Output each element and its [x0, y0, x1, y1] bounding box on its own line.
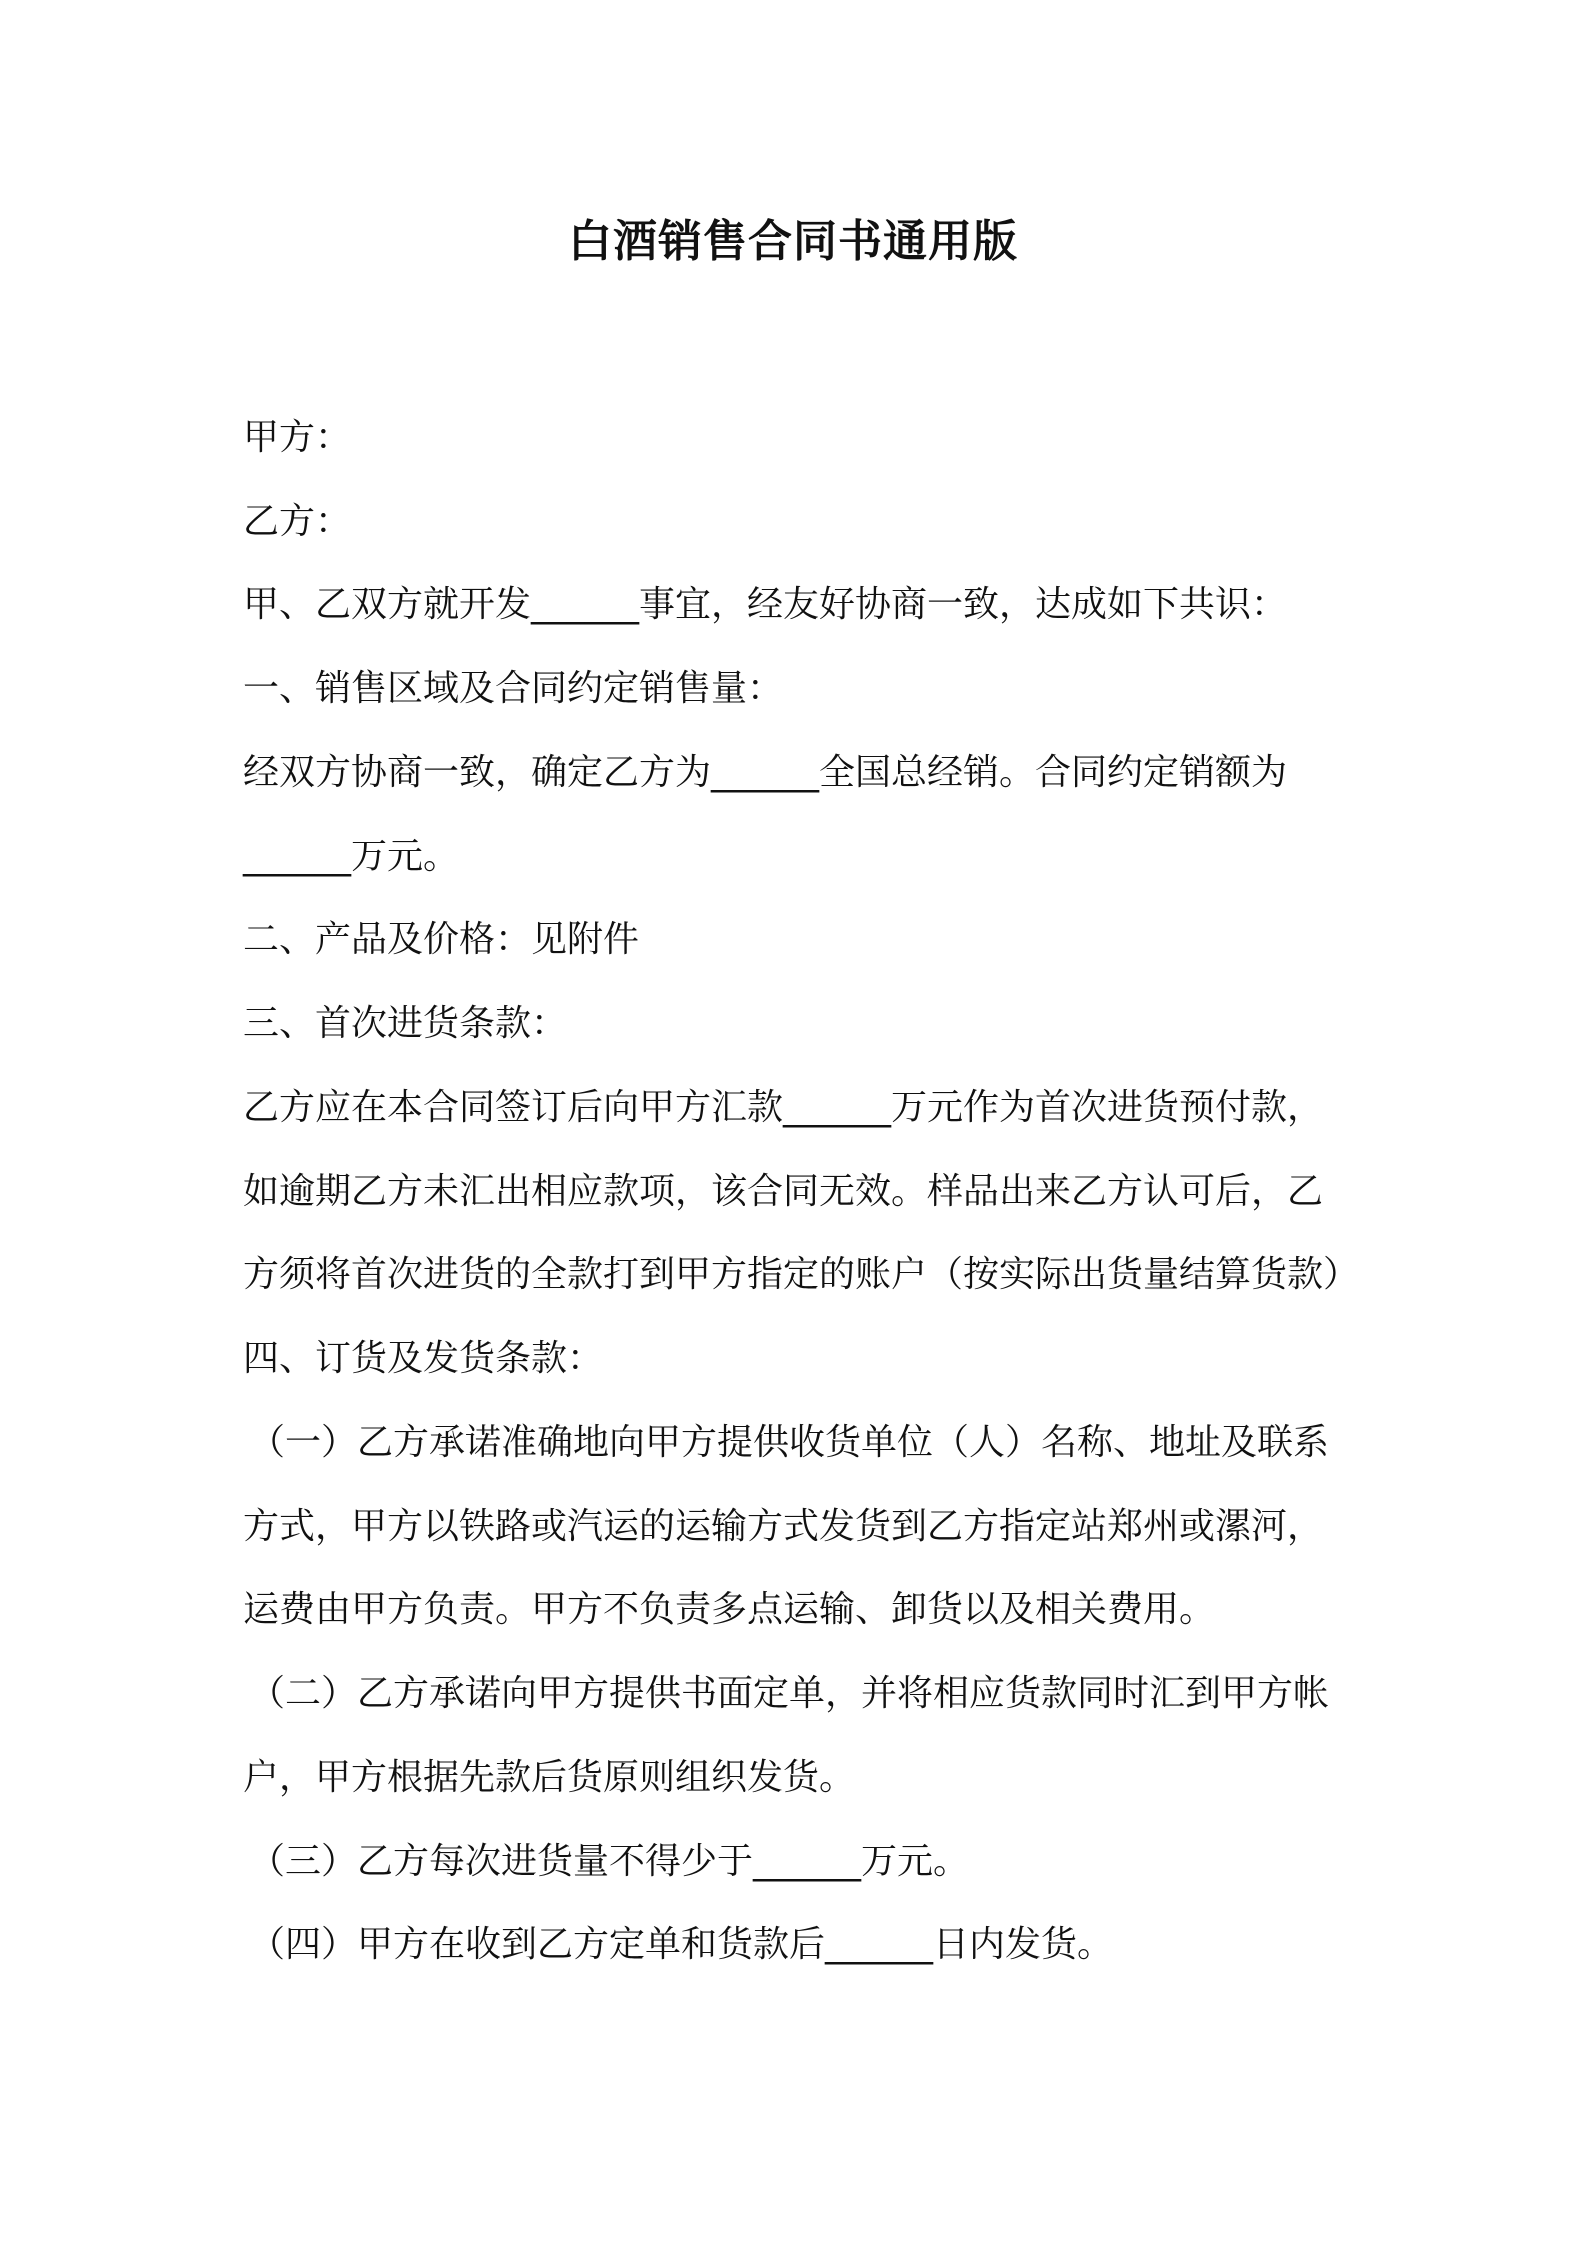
section-1-paragraph-line: 经双方协商一致，确定乙方为______全国总经销。合同约定销额为: [243, 752, 1288, 793]
clause-1-line: （一）乙方承诺准确地向甲方提供收货单位（人）名称、地址及联系: [249, 1422, 1330, 1463]
section-1-paragraph-line: ______万元。: [243, 836, 460, 877]
party-a-line: 甲方：: [243, 417, 352, 458]
section-4-heading: 四、订货及发货条款：: [243, 1338, 604, 1379]
document-title: 白酒销售合同书通用版: [568, 216, 1018, 267]
section-2-heading: 二、产品及价格：见附件: [243, 919, 640, 960]
section-1-heading: 一、销售区域及合同约定销售量：: [243, 668, 784, 709]
section-3-paragraph-line: 方须将首次进货的全款打到甲方指定的账户（按实际出货量结算货款）: [243, 1254, 1360, 1295]
party-b-line: 乙方：: [243, 501, 352, 542]
clause-4-line: （四）甲方在收到乙方定单和货款后______日内发货。: [249, 1924, 1114, 1965]
clause-2-line: （二）乙方承诺向甲方提供书面定单，并将相应货款同时汇到甲方帐: [249, 1673, 1330, 1714]
section-3-heading: 三、首次进货条款：: [243, 1003, 568, 1044]
preamble-line: 甲、乙双方就开发______事宜，经友好协商一致，达成如下共识：: [243, 584, 1288, 625]
clause-1-line: 方式，甲方以铁路或汽运的运输方式发货到乙方指定站郑州或漯河，: [243, 1506, 1324, 1547]
section-3-paragraph-line: 乙方应在本合同签订后向甲方汇款______万元作为首次进货预付款，: [243, 1087, 1324, 1128]
clause-3-line: （三）乙方每次进货量不得少于______万元。: [249, 1841, 970, 1882]
clause-1-line: 运费由甲方负责。甲方不负责多点运输、卸货以及相关费用。: [243, 1589, 1216, 1630]
clause-2-line: 户，甲方根据先款后货原则组织发货。: [243, 1757, 856, 1798]
section-3-paragraph-line: 如逾期乙方未汇出相应款项，该合同无效。样品出来乙方认可后，乙: [243, 1171, 1324, 1212]
